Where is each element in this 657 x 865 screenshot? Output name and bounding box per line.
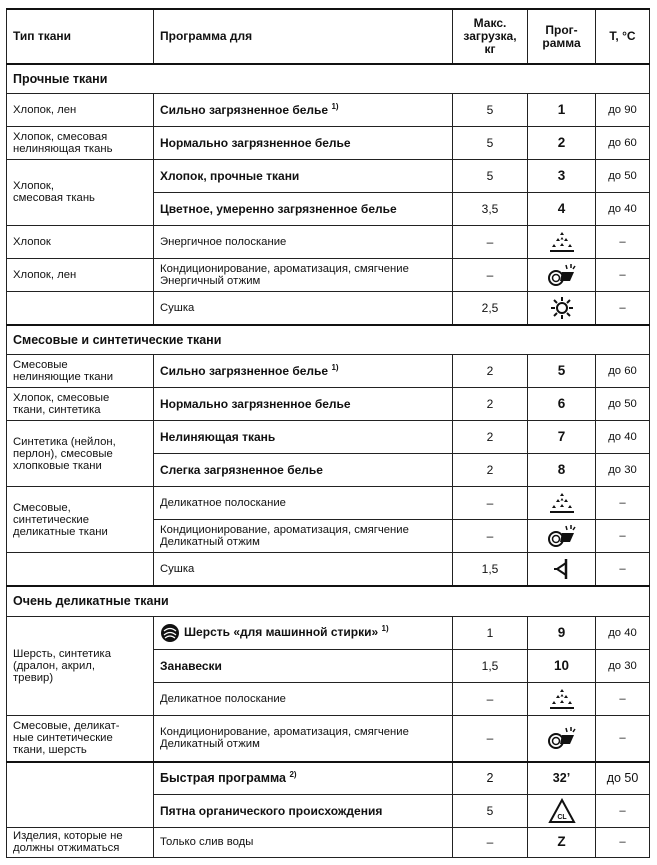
temperature: до 50 (596, 159, 650, 192)
max-load: 5 (453, 159, 528, 192)
header-max-load: Макс. загрузка, кг (453, 9, 528, 64)
temperature: до 30 (596, 454, 650, 487)
program-symbol (528, 682, 596, 715)
temperature: – (596, 291, 650, 325)
program-number: 1 (528, 93, 596, 126)
program-name: Нелиняющая ткань (154, 421, 453, 454)
section-title: Смесовые и синтетические ткани (7, 325, 650, 355)
temperature: – (596, 715, 650, 762)
table-row (7, 258, 650, 291)
program-number: Z (528, 827, 596, 857)
program-number: 32’ (528, 762, 596, 794)
max-load: 2,5 (453, 291, 528, 325)
section-title: Прочные ткани (7, 64, 650, 93)
temperature: до 30 (596, 649, 650, 682)
temperature: до 50 (596, 762, 650, 794)
max-load: 5 (453, 794, 528, 827)
fabric-type: Хлопок (7, 225, 154, 258)
program-symbol (528, 258, 596, 291)
stain-cl-text: CL (556, 813, 567, 821)
table-header-row (7, 9, 650, 64)
program-number: 7 (528, 421, 596, 454)
max-load: 1 (453, 616, 528, 649)
header-fabric-type: Тип ткани (7, 9, 154, 64)
table-row (7, 487, 650, 520)
temperature: до 40 (596, 616, 650, 649)
fabric-type: Хлопок, смесовая нелиняющая ткань (7, 126, 154, 159)
temperature: – (596, 553, 650, 587)
temperature: – (596, 225, 650, 258)
max-load: 2 (453, 355, 528, 388)
fabric-type: Хлопок, смесовая ткань (7, 159, 154, 225)
program-symbol (528, 794, 596, 827)
conditioning-spin-icon (546, 263, 578, 287)
program-number: 3 (528, 159, 596, 192)
fabric-type: Изделия, которые не должны отжиматься (7, 827, 154, 857)
program-name: Деликатное полоскание (154, 487, 453, 520)
program-name: Сильно загрязненное белье $^{1)}$ (154, 93, 453, 126)
rinse-icon (548, 491, 576, 515)
conditioning-spin-icon (546, 726, 578, 750)
max-load: 3,5 (453, 192, 528, 225)
program-name: Сушка (154, 553, 453, 587)
temperature: – (596, 682, 650, 715)
program-name: Пятна органического происхождения (154, 794, 453, 827)
program-number: 4 (528, 192, 596, 225)
table-row (7, 291, 650, 325)
table-row (7, 388, 650, 421)
fabric-type: Синтетика (нейлон, перлон), смесовые хлопковые ткани (7, 421, 154, 487)
fabric-type: Хлопок, лен (7, 258, 154, 291)
program-symbol (528, 715, 596, 762)
table-row (7, 93, 650, 126)
fabric-type (7, 762, 154, 827)
fabric-type: Смесовые нелиняющие ткани (7, 355, 154, 388)
table-row (7, 616, 650, 649)
program-name: Слегка загрязненное белье (154, 454, 453, 487)
program-symbol (528, 520, 596, 553)
wool-icon (160, 623, 180, 643)
max-load: – (453, 682, 528, 715)
section-heading (7, 586, 650, 616)
program-number: 2 (528, 126, 596, 159)
table-row (7, 225, 650, 258)
stain-cl-icon (548, 798, 576, 824)
program-name: Быстрая программа $^{2)}$ (154, 762, 453, 794)
washing-programs-table (6, 8, 650, 858)
fabric-type: Смесовые, синтетические деликатные ткани (7, 487, 154, 553)
sun-dry-icon (550, 296, 574, 320)
program-name: Деликатное полоскание (154, 682, 453, 715)
program-name: Кондиционирование, ароматизация, смягчение Деликатный отжим (154, 715, 453, 762)
table-row (7, 827, 650, 857)
program-name: Цветное, умеренно загрязненное белье (154, 192, 453, 225)
max-load: – (453, 487, 528, 520)
fabric-type (7, 291, 154, 325)
program-symbol (528, 291, 596, 325)
program-symbol (528, 225, 596, 258)
table-row (7, 762, 650, 794)
program-symbol (528, 553, 596, 587)
program-number: 5 (528, 355, 596, 388)
max-load: 2 (453, 388, 528, 421)
header-program-for: Программа для (154, 9, 453, 64)
program-number: 6 (528, 388, 596, 421)
temperature: до 60 (596, 126, 650, 159)
hang-dry-icon (551, 557, 573, 581)
program-name: Нормально загрязненное белье (154, 388, 453, 421)
header-temperature: T, °C (596, 9, 650, 64)
program-name: Энергичное полоскание (154, 225, 453, 258)
program-name: Шерсть «для машинной стирки» $^{1)}$ (154, 616, 453, 649)
program-number: 9 (528, 616, 596, 649)
program-name: Занавески (154, 649, 453, 682)
header-program: Прог- рамма (528, 9, 596, 64)
section-heading (7, 64, 650, 93)
temperature: до 40 (596, 421, 650, 454)
temperature: до 40 (596, 192, 650, 225)
table-row (7, 421, 650, 454)
table-row (7, 553, 650, 587)
max-load: – (453, 520, 528, 553)
max-load: 2 (453, 454, 528, 487)
max-load: – (453, 827, 528, 857)
fabric-type (7, 553, 154, 587)
program-name: Только слив воды (154, 827, 453, 857)
fabric-type: Хлопок, лен (7, 93, 154, 126)
max-load: – (453, 225, 528, 258)
rinse-icon (548, 687, 576, 711)
temperature: – (596, 258, 650, 291)
fabric-type: Шерсть, синтетика (дралон, акрил, тревир) (7, 616, 154, 715)
max-load: 5 (453, 126, 528, 159)
temperature: – (596, 487, 650, 520)
program-symbol (528, 487, 596, 520)
max-load: 2 (453, 762, 528, 794)
program-name: Хлопок, прочные ткани (154, 159, 453, 192)
program-number: 10 (528, 649, 596, 682)
table-row (7, 126, 650, 159)
max-load: – (453, 715, 528, 762)
max-load: 2 (453, 421, 528, 454)
temperature: до 90 (596, 93, 650, 126)
section-title: Очень деликатные ткани (7, 586, 650, 616)
program-name: Кондиционирование, ароматизация, смягчение Деликатный отжим (154, 520, 453, 553)
conditioning-spin-icon (546, 524, 578, 548)
program-number: 8 (528, 454, 596, 487)
max-load: 1,5 (453, 553, 528, 587)
table-row (7, 715, 650, 762)
max-load: 5 (453, 93, 528, 126)
program-name: Сушка (154, 291, 453, 325)
max-load: – (453, 258, 528, 291)
temperature: – (596, 827, 650, 857)
program-name: Сильно загрязненное белье $^{1)}$ (154, 355, 453, 388)
temperature: до 60 (596, 355, 650, 388)
table-row (7, 355, 650, 388)
table-row (7, 159, 650, 192)
section-heading (7, 325, 650, 355)
fabric-type: Смесовые, деликат- ные синтетические ткани, шерсть (7, 715, 154, 762)
program-name: Нормально загрязненное белье (154, 126, 453, 159)
temperature: – (596, 794, 650, 827)
temperature: – (596, 520, 650, 553)
fabric-type: Хлопок, смесовые ткани, синтетика (7, 388, 154, 421)
rinse-icon (548, 230, 576, 254)
program-name: Кондиционирование, ароматизация, смягчение Энергичный отжим (154, 258, 453, 291)
temperature: до 50 (596, 388, 650, 421)
max-load: 1,5 (453, 649, 528, 682)
